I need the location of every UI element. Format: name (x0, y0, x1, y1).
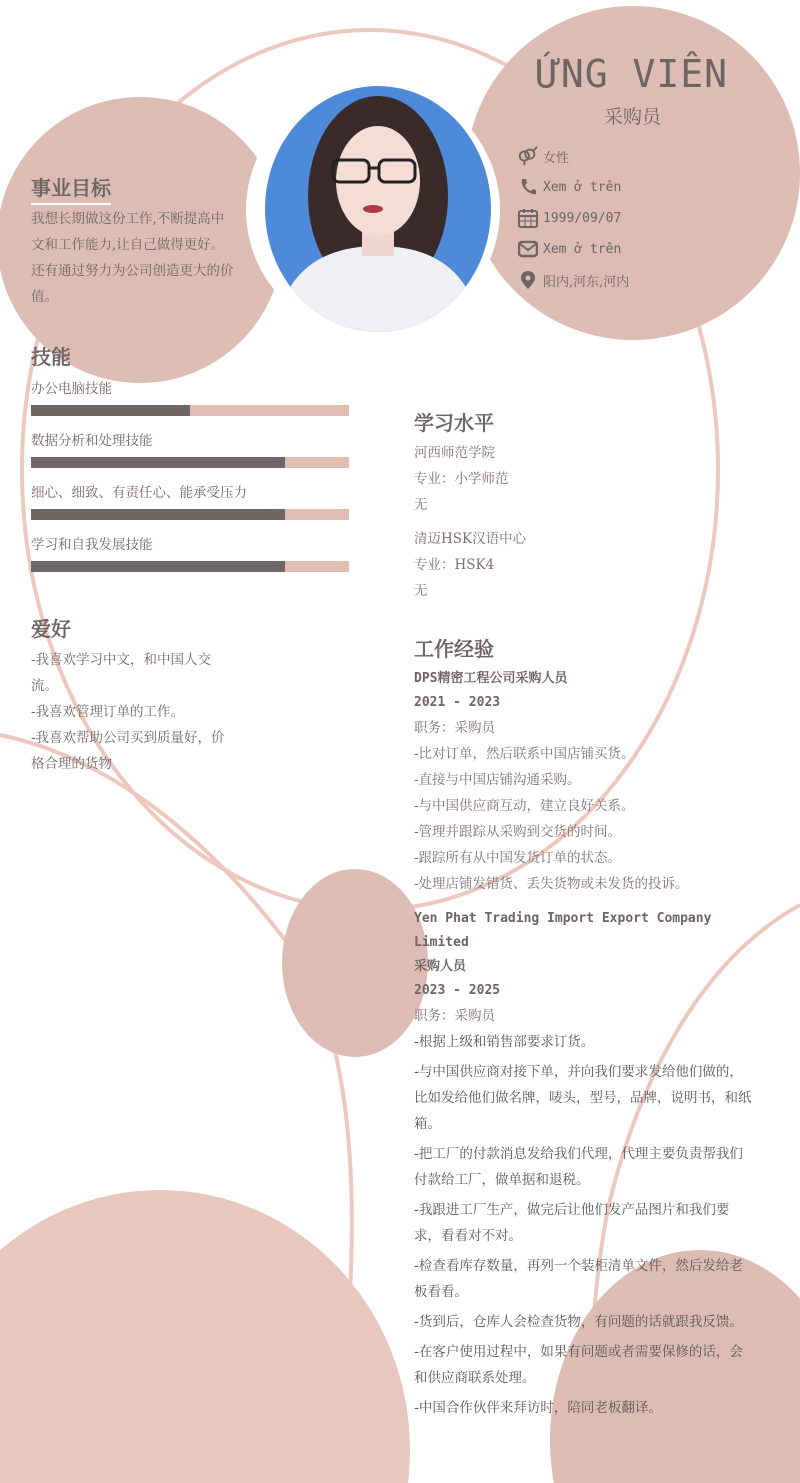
job-entry (414, 667, 754, 897)
hobbies-text (31, 647, 271, 777)
middle-circle (282, 869, 428, 1057)
work-section (414, 633, 494, 662)
job-role: 职务：采购员 (414, 720, 495, 736)
hobby-line: -我喜欢帮助公司买到质量好，价 (31, 730, 225, 746)
duty-item: -检查看库存数量，再列一个装柜清单文件，然后发给老板看看。 (414, 1258, 743, 1300)
hobbies-title: 爱好 (31, 617, 71, 641)
skills-section (31, 341, 71, 370)
calendar-icon (517, 207, 539, 229)
major: 专业：HSK4 (414, 557, 495, 573)
education-title: 学习水平 (414, 411, 494, 435)
skill-bar-fill (31, 561, 285, 572)
contact-address (517, 268, 767, 292)
objective-title: 事业目标 (31, 172, 111, 205)
contact-phone (517, 175, 767, 199)
duty-item: -直接与中国店铺沟通采购。 (414, 772, 581, 788)
school-name: 河西师范学院 (414, 445, 495, 461)
skills-title: 技能 (31, 345, 71, 369)
education-section (414, 407, 494, 436)
gender-text: 女性 (543, 150, 570, 166)
skill-bar (31, 405, 349, 416)
hobby-line: -我喜欢学习中文，和中国人交 (31, 652, 212, 668)
objective-line: 值。 (31, 289, 58, 305)
job-role: 职务：采购员 (414, 1008, 495, 1024)
hobby-line: -我喜欢管理订单的工作。 (31, 704, 185, 720)
hobby-line: 格合理的货物 (31, 756, 112, 772)
job-position: 采购员 (603, 106, 661, 128)
objective-text (31, 206, 266, 310)
bottom-left-circle (0, 1190, 410, 1483)
job-period: 2023 - 2025 (414, 983, 501, 998)
education-entry (414, 440, 509, 518)
skill-bar-fill (31, 405, 190, 416)
work-title: 工作经验 (414, 637, 494, 661)
gender-icon (517, 145, 539, 167)
job-entry (414, 907, 754, 1425)
duty-item: -根据上级和销售部要求订货。 (414, 1034, 595, 1050)
contact-email (517, 237, 767, 261)
job-period: 2021 - 2023 (414, 695, 501, 710)
email-icon (517, 238, 539, 260)
duty-item: -跟踪所有从中国发货订单的状态。 (414, 850, 622, 866)
duty-item: -比对订单，然后联系中国店铺买货。 (414, 746, 635, 762)
duty-item: -货到后，仓库人会检查货物，有问题的话就跟我反馈。 (414, 1314, 743, 1330)
skill-label: 数据分析和处理技能 (31, 433, 153, 449)
duty-item: -把工厂的付款消息发给我们代理，代理主要负责帮我们付款给工厂，做单据和退税。 (414, 1146, 743, 1188)
duty-item: -管理并跟踪从采购到交货的时间。 (414, 824, 622, 840)
education-note: 无 (414, 497, 428, 513)
objective-line: 还有通过努力为公司创造更大的价 (31, 263, 234, 279)
duty-item: -与中国供应商互动，建立良好关系。 (414, 798, 635, 814)
skill-label: 学习和自我发展技能 (31, 537, 153, 553)
hobbies-section (31, 613, 71, 642)
major: 专业：小学师范 (414, 471, 509, 487)
skill-label: 办公电脑技能 (31, 381, 112, 397)
objective-line: 我想长期做这份工作,不断提高中 (31, 211, 225, 227)
education-entry (414, 526, 526, 604)
phone-icon (517, 176, 539, 198)
address-text: 阳内,河东,河内 (543, 274, 630, 290)
duty-item: -我跟进工厂生产，做完后让他们发产品图片和我们要求，看看对不对。 (414, 1202, 730, 1244)
hobby-line: 流。 (31, 678, 58, 694)
profile-photo (265, 86, 491, 332)
duty-item: -在客户使用过程中，如果有问题或者需要保修的话，会和供应商联系处理。 (414, 1344, 743, 1386)
location-pin-icon (517, 269, 539, 291)
objective-section (31, 172, 111, 205)
skill-label: 细心、细致、有责任心、能承受压力 (31, 485, 247, 501)
skill-bar-fill (31, 457, 285, 468)
contact-birthday (517, 206, 767, 230)
skill-bar (31, 509, 349, 520)
contact-gender (517, 144, 767, 168)
phone-text: Xem ở trên (543, 179, 622, 195)
duty-item: -中国合作伙伴来拜访时，陪同老板翻译。 (414, 1400, 662, 1416)
objective-line: 文和工作能力,让自己做得更好。 (31, 237, 225, 253)
candidate-name: ỨNG VIÊN (536, 52, 729, 96)
company-name: DPS精密工程公司采购人员 (414, 671, 568, 686)
skill-bar (31, 457, 349, 468)
company-name: Yen Phat Trading Import Export Company Limited (414, 911, 712, 950)
skill-bar (31, 561, 349, 572)
birthday-text: 1999/09/07 (543, 210, 622, 226)
duty-item: -与中国供应商对接下单，并向我们要求发给他们做的，比如发给他们做名牌，唛头，型号，品牌，说明书，和纸箱。 (414, 1064, 752, 1132)
school-name: 清迈HSK汉语中心 (414, 531, 527, 547)
education-note: 无 (414, 583, 428, 599)
skill-bar-fill (31, 509, 285, 520)
duty-item: -处理店铺发错货、丢失货物或未发货的投诉。 (414, 876, 689, 892)
email-text: Xem ở trên (543, 241, 622, 257)
company-name-line2: 采购人员 (414, 959, 467, 974)
